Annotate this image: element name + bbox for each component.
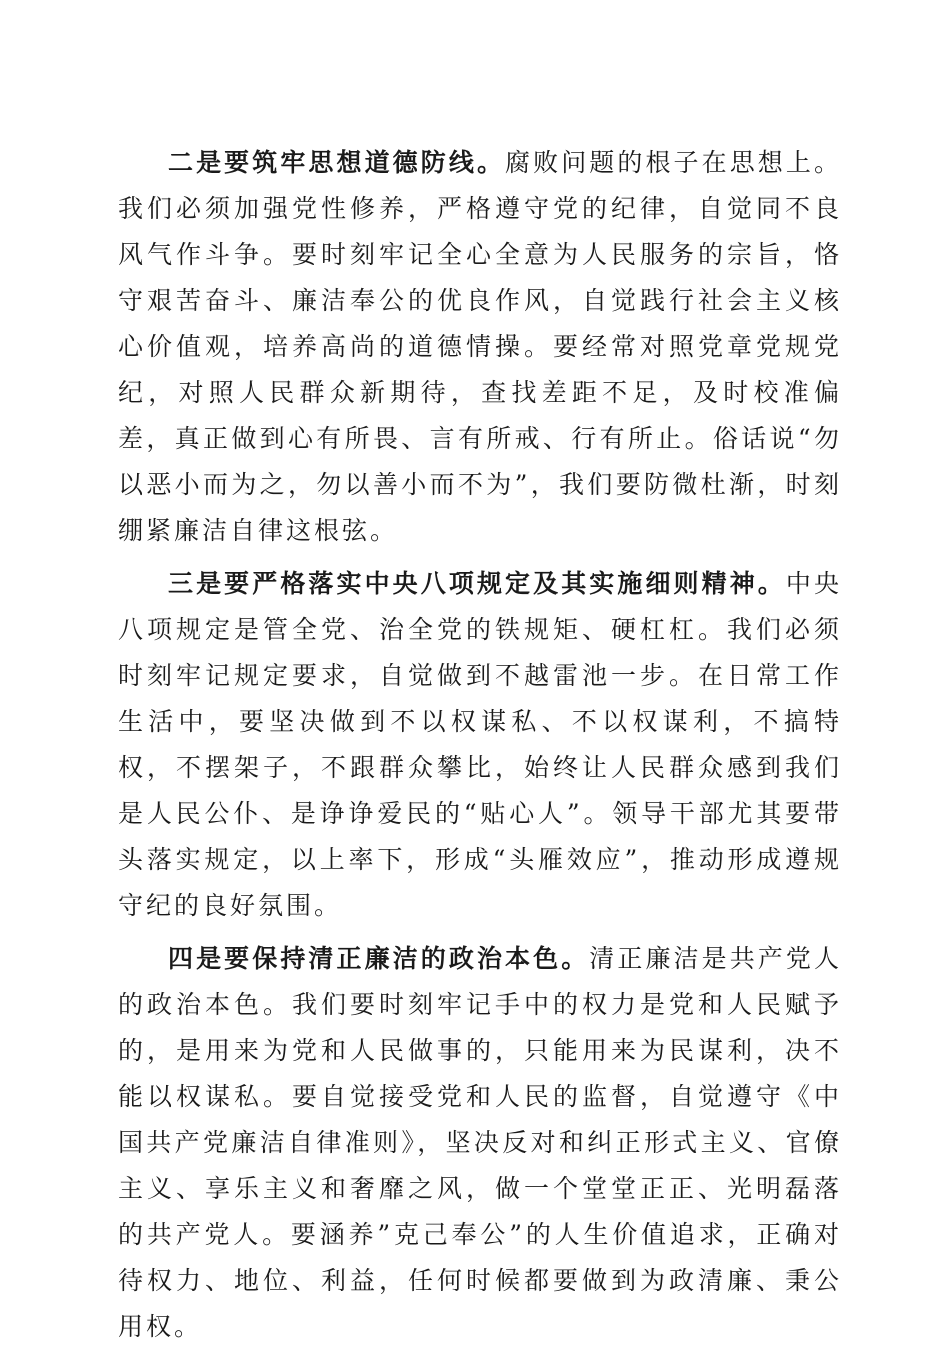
paragraph-4-heading: 四是要保持清正廉洁的政治本色。 bbox=[168, 944, 590, 973]
paragraph-3 bbox=[118, 561, 842, 929]
paragraph-3-body: 中央八项规定是管全党、治全党的铁规矩、硬杠杠。我们必须时刻牢记规定要求，自觉做到不越雷池一步。在日常工作生活中，要坚决做到不以权谋私、不以权谋利，不搞特权，不摆架子，不跟群众攀比，始终让人民群众感到我们是人民公仆、是诤诤爱民的“贴心人”。领导干部尤其要带头落实规定，以上率下，形成“头雁效应”，推动形成遵规守纪的良好氛围。 bbox=[118, 569, 842, 920]
paragraph-4 bbox=[118, 936, 842, 1350]
paragraph-3-heading: 三是要严格落实中央八项规定及其实施细则精神。 bbox=[168, 569, 786, 598]
paragraph-4-body: 清正廉洁是共产党人的政治本色。我们要时刻牢记手中的权力是党和人民赋予的，是用来为党和人民做事的，只能用来为民谋利，决不能以权谋私。要自觉接受党和人民的监督，自觉遵守《中国共产党廉洁自律准则》，坚决反对和纠正形式主义、官僚主义、享乐主义和奢靡之风，做一个堂堂正正、光明磊落的共产党人。要涵养”克己奉公”的人生价值追求，正确对待权力、地位、利益，任何时候都要做到为政清廉、秉公用权。 bbox=[118, 944, 842, 1341]
paragraph-2-heading: 二是要筑牢思想道德防线。 bbox=[168, 148, 506, 177]
document-page bbox=[118, 140, 842, 1350]
paragraph-2 bbox=[118, 140, 842, 554]
paragraph-2-body: 腐败问题的根子在思想上。我们必须加强党性修养，严格遵守党的纪律，自觉同不良风气作斗争。要时刻牢记全心全意为人民服务的宗旨，恪守艰苦奋斗、廉洁奉公的优良作风，自觉践行社会主义核心价值观，培养高尚的道德情操。要经常对照党章党规党纪，对照人民群众新期待，查找差距不足，及时校准偏差，真正做到心有所畏、言有所戒、行有所止。俗话说“勿以恶小而为之，勿以善小而不为”，我们要防微杜渐，时刻绷紧廉洁自律这根弦。 bbox=[118, 148, 842, 545]
